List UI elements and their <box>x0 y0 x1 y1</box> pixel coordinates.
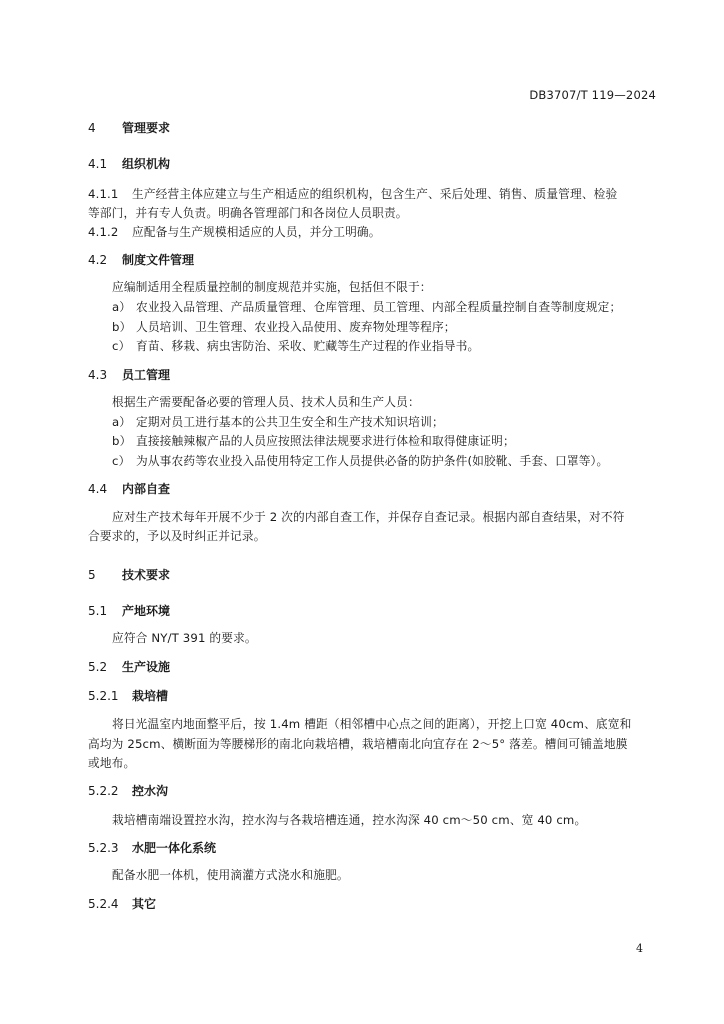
section-title: 栽培槽 <box>132 689 169 703</box>
section-5-1-text: 应符合 NY/T 391 的要求。 <box>112 631 257 645</box>
section-title: 产地环境 <box>122 604 171 618</box>
section-number: 4.4 <box>88 482 108 496</box>
clause-4-1-1-line-1 <box>88 186 617 202</box>
section-number: 5.2.2 <box>88 784 119 798</box>
section-number: 5.2.3 <box>88 841 119 855</box>
list-text: 育苗、移栽、病虫害防治、采收、贮藏等生产过程的作业指导书。 <box>136 339 480 353</box>
section-5-2-2-heading <box>88 783 168 799</box>
clause-number: 4.1.2 <box>88 225 119 239</box>
clause-text: 应配备与生产规模相适应的人员，并分工明确。 <box>132 225 381 239</box>
section-5-2-3-heading <box>88 840 216 856</box>
section-5-2-heading <box>88 659 170 675</box>
list-text: 农业投入品管理、产品质量管理、仓库管理、员工管理、内部全程质量控制自查等制度规定； <box>136 300 622 314</box>
section-4-4-heading <box>88 481 170 497</box>
section-4-3-heading <box>88 367 170 383</box>
section-4-4-line-1: 应对生产技术每年开展不少于 2 次的内部自查工作，并保存自查记录。根据内部自查结果，对不符 <box>112 510 625 524</box>
section-number: 4 <box>88 121 96 135</box>
section-title: 其它 <box>132 897 157 911</box>
section-number: 5.2.4 <box>88 897 119 911</box>
section-5-2-1-heading <box>88 688 168 704</box>
section-5-2-4-heading <box>88 896 156 912</box>
standard-code-header: DB3707/T 119—2024 <box>529 88 656 102</box>
section-4-2-intro: 应编制适用全程质量控制的制度规范并实施，包括但不限于： <box>112 280 432 294</box>
list-text: 定期对员工进行基本的公共卫生安全和生产技术知识培训； <box>136 415 444 429</box>
section-5-2-1-line-2: 高均为 25cm、横断面为等腰梯形的南北向栽培槽，栽培槽南北向宜存在 2～5° 落差。槽间可铺盖地膜 <box>88 737 628 751</box>
section-5-heading <box>88 567 170 583</box>
list-text: 为从事农药等农业投入品使用特定工作人员提供必备的防护条件(如胶靴、手套、口罩等）。 <box>136 454 609 468</box>
section-5-2-2-text: 栽培槽南端设置控水沟，控水沟与各栽培槽连通，控水沟深 40 cm～50 cm、宽 40 cm。 <box>112 813 587 827</box>
section-number: 4.1 <box>88 157 108 171</box>
section-number: 5 <box>88 568 96 582</box>
section-number: 5.2.1 <box>88 689 119 703</box>
list-item <box>112 453 608 469</box>
list-label: c） <box>112 454 131 468</box>
list-item <box>112 338 479 354</box>
section-4-heading <box>88 120 170 136</box>
list-label: b） <box>112 434 132 448</box>
section-title: 内部自查 <box>122 482 171 496</box>
section-4-3-intro: 根据生产需要配备必要的管理人员、技术人员和生产人员： <box>112 395 420 409</box>
clause-4-1-2 <box>88 224 381 240</box>
list-item <box>112 319 456 335</box>
clause-4-1-1-line-2: 等部门，并有专人负责。明确各管理部门和各岗位人员职责。 <box>88 206 408 220</box>
list-label: a） <box>112 415 132 429</box>
section-number: 4.3 <box>88 368 108 382</box>
section-title: 技术要求 <box>122 568 171 582</box>
list-label: c） <box>112 339 131 353</box>
section-title: 制度文件管理 <box>122 253 195 267</box>
section-title: 员工管理 <box>122 368 171 382</box>
list-text: 直接接触辣椒产品的人员应按照法律法规要求进行体检和取得健康证明； <box>136 434 515 448</box>
list-item <box>112 299 621 315</box>
section-title: 水肥一体化系统 <box>132 841 217 855</box>
section-title: 生产设施 <box>122 660 171 674</box>
clause-text: 生产经营主体应建立与生产相适应的组织机构，包含生产、采后处理、销售、质量管理、检验 <box>132 187 618 201</box>
section-number: 5.1 <box>88 604 108 618</box>
section-4-1-heading <box>88 156 170 172</box>
section-number: 4.2 <box>88 253 108 267</box>
list-text: 人员培训、卫生管理、农业投入品使用、废弃物处理等程序； <box>136 320 456 334</box>
page-number: 4 <box>636 942 643 955</box>
clause-number: 4.1.1 <box>88 187 119 201</box>
list-item <box>112 433 515 449</box>
section-5-1-heading <box>88 603 170 619</box>
section-5-2-1-line-3: 或地布。 <box>88 756 136 770</box>
section-title: 管理要求 <box>122 121 171 135</box>
list-item <box>112 414 444 430</box>
section-5-2-3-text: 配备水肥一体机，使用滴灌方式浇水和施肥。 <box>112 868 349 882</box>
list-label: a） <box>112 300 132 314</box>
section-4-2-heading <box>88 252 194 268</box>
section-4-4-line-2: 合要求的，予以及时纠正并记录。 <box>88 529 266 543</box>
section-title: 控水沟 <box>132 784 169 798</box>
section-5-2-1-line-1: 将日光温室内地面整平后，按 1.4m 槽距（相邻槽中心点之间的距离），开挖上口宽 40cm、底宽和 <box>112 717 632 731</box>
list-label: b） <box>112 320 132 334</box>
section-title: 组织机构 <box>122 157 171 171</box>
section-number: 5.2 <box>88 660 108 674</box>
